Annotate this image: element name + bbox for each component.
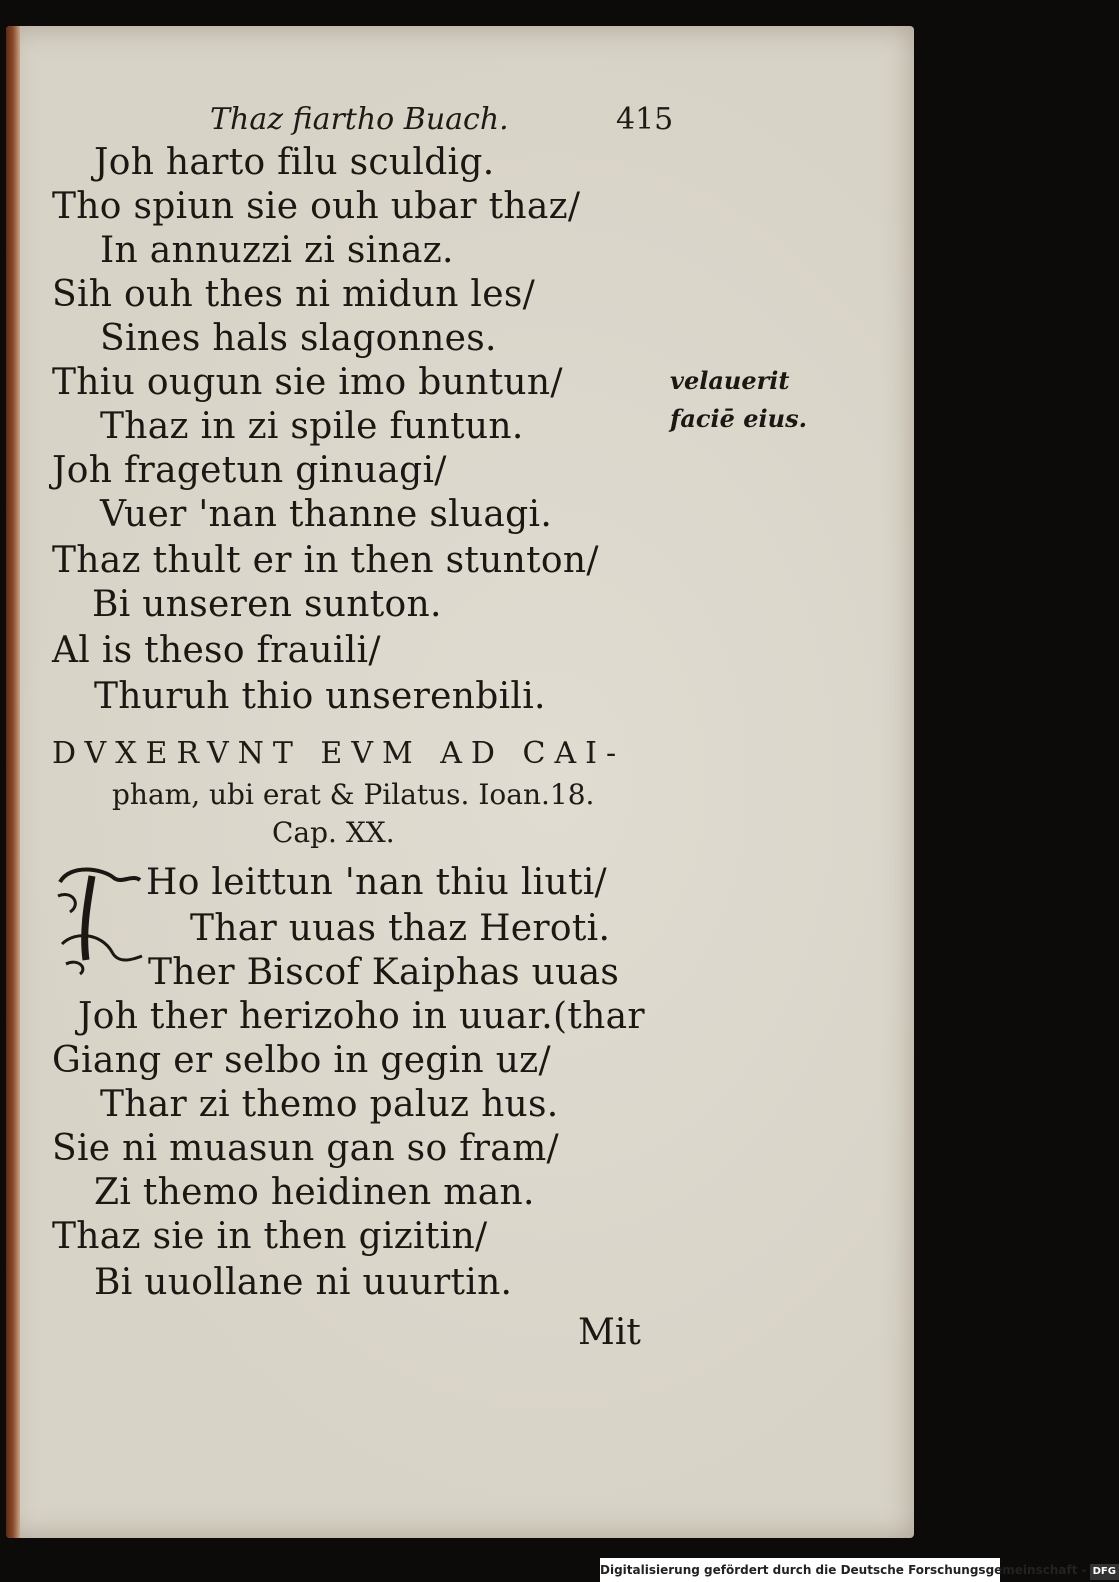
verse-line: Thaz thult er in then stunton/ <box>52 540 599 581</box>
marginal-note <box>670 362 807 438</box>
verse-line: Sih ouh thes ni midun les/ <box>52 274 536 315</box>
verse-line: Zi themo heidinen man. <box>94 1172 535 1213</box>
verse-line: Ho leittun 'nan thiu liuti/ <box>146 862 607 903</box>
dfg-logo: DFG <box>1090 1564 1119 1580</box>
book-spine <box>6 26 20 1538</box>
verse-line: In annuzzi zi sinaz. <box>100 230 454 271</box>
marginal-note-line: velauerit <box>670 366 790 395</box>
verse-line: Sie ni muasun gan so fram/ <box>52 1128 559 1169</box>
verse-line: Thaz in zi spile funtun. <box>100 406 524 447</box>
verse-line: Sines hals slagonnes. <box>100 318 497 359</box>
verse-line: Thuruh thio unserenbili. <box>94 676 546 717</box>
verse-line: Joh ther herizoho in uuar.(thar <box>78 996 645 1037</box>
verse-line: Thar uuas thaz Heroti. <box>190 908 611 949</box>
page-number: 415 <box>616 102 674 137</box>
verse-line: Bi unseren sunton. <box>92 584 442 625</box>
running-head: Thaz fiartho Buach. <box>210 102 509 137</box>
marginal-note-line: faciē eius. <box>670 404 807 433</box>
decorated-initial-icon <box>52 860 144 978</box>
verse-line: Joh harto filu sculdig. <box>94 142 495 183</box>
verse-line: Thiu ougun sie imo buntun/ <box>52 362 563 403</box>
verse-line: Joh fragetun ginuagi/ <box>52 450 447 491</box>
verse-line: Thar zi themo paluz hus. <box>100 1084 559 1125</box>
verse-line: Bi uuollane ni uuurtin. <box>94 1262 513 1303</box>
verse-line: Vuer 'nan thanne sluagi. <box>100 494 553 535</box>
verse-line: Al is theso frauili/ <box>52 630 381 671</box>
verse-line: Ther Biscof Kaiphas uuas <box>148 952 620 993</box>
catchword: Mit <box>578 1312 641 1353</box>
credit-text: Digitalisierung gefördert durch die Deutsche Forschungsgemeinschaft - <box>600 1563 1087 1577</box>
verse-line: Thaz sie in then gizitin/ <box>52 1216 488 1257</box>
section-heading: DVXERVNT EVM AD CAI- <box>52 736 626 771</box>
section-subheading: pham, ubi erat & Pilatus. Ioan.18. <box>112 778 595 811</box>
digitization-credit <box>600 1558 1116 1582</box>
verse-line: Tho spiun sie ouh ubar thaz/ <box>52 186 581 227</box>
verse-line: Giang er selbo in gegin uz/ <box>52 1040 551 1081</box>
chapter-label: Cap. XX. <box>272 816 395 849</box>
